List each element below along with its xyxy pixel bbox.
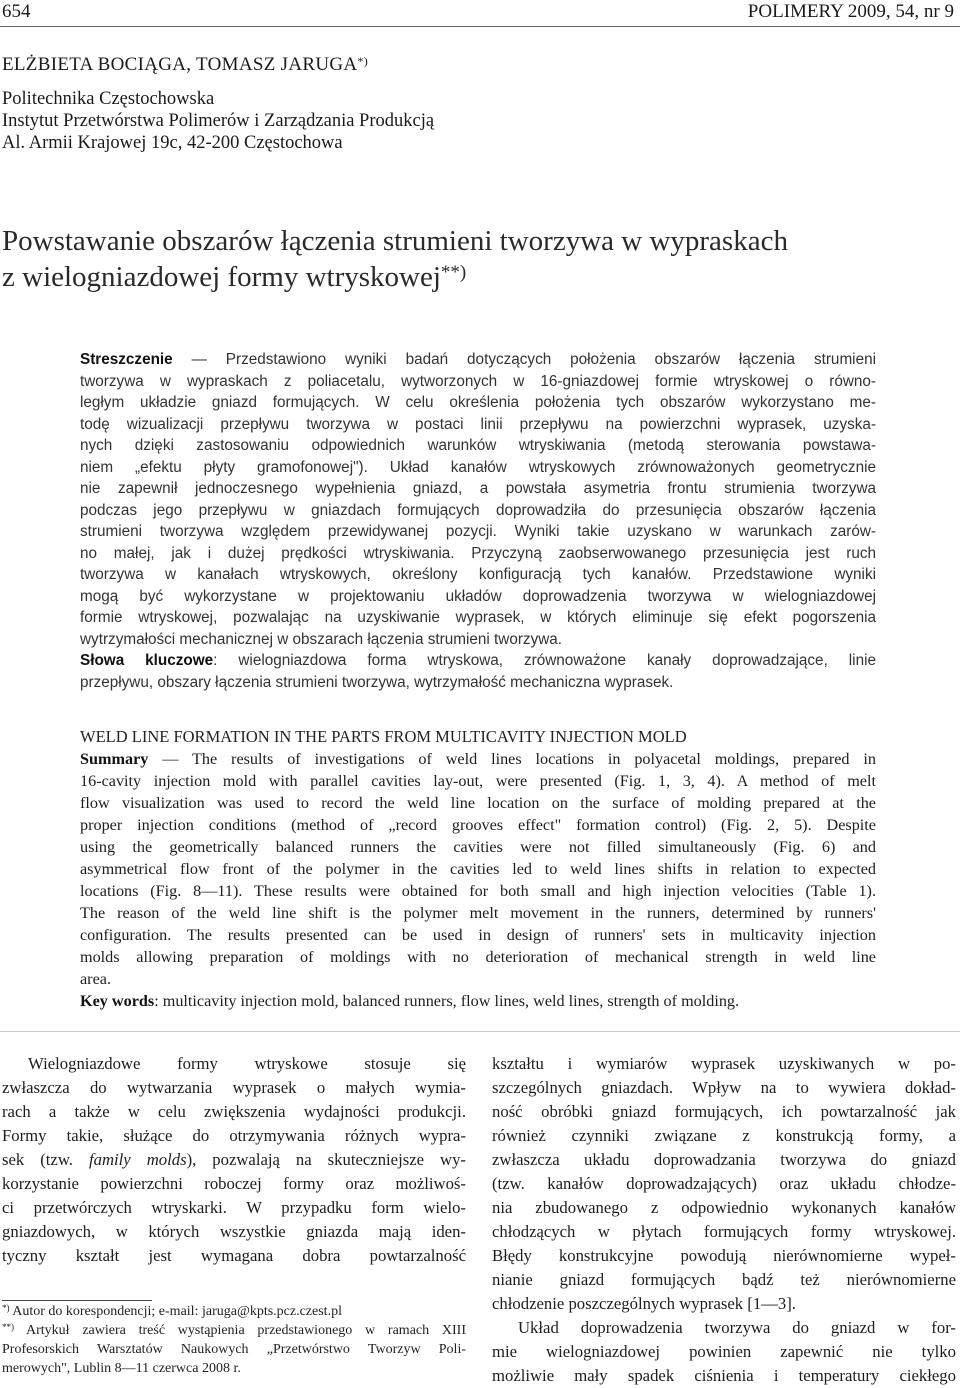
body-line: ność obróbki gniazd formujących, ich powtarzalność jak	[492, 1102, 956, 1121]
body-column-left	[2, 1052, 466, 1268]
body-line: Formy takie, służące do otrzymywania różnych wypra-	[2, 1126, 466, 1145]
summary-line: 16-cavity injection mold with parallel cavities lay-out, were presented (Fig. 1, 3, 4). A method of melt	[80, 772, 876, 790]
abstract-pl	[80, 349, 876, 693]
abstract-line: wytrzymałości mechanicznej w obszarach łączenia strumieni tworzywa.	[80, 630, 563, 648]
body-line: ci przetwórczych wtryskarki. W przypadku form wielo-	[2, 1198, 466, 1217]
abstract-line: mogą być wykorzystane w projektowaniu układów doprowadzenia tworzywa w wielogniazdowej	[80, 587, 876, 605]
abstract-line: todę wizualizacji przepływu tworzywa w postaci linii przepływu na powierzchni wyprasek, uzyska-	[80, 415, 876, 433]
body-line: nianie gniazd formujących bądź też nierównomierne	[492, 1270, 956, 1289]
summary-line: Summary — The results of investigations of weld lines locations in polyacetal moldings, prepared in	[80, 750, 876, 768]
summary-line: molds allowing preparation of moldings with no deterioration of mechanical strength in weld line	[80, 948, 876, 966]
body-column-right	[492, 1052, 956, 1388]
keywords-line: przepływu, obszary łączenia strumieni tworzywa, wytrzymałość mechaniczna wyprasek.	[80, 673, 674, 691]
keywords-label: Słowa kluczowe	[80, 652, 214, 669]
abstract-line: formie wtryskowej, pozwalając na uzyskiwanie wyprasek, w których eliminuje się efekt pogorszenia	[80, 609, 876, 626]
title-footnote-mark: **)	[440, 262, 467, 283]
abstract-line: tworzywa w wypraskach z poliacetalu, wytworzonych w 16-gniazdowej formie wtryskowej o równo-	[80, 372, 876, 390]
body-line: sek (tzw. family molds), pozwalają na skuteczniejsze wy-	[2, 1150, 466, 1169]
body-line: (tzw. kanałów doprowadzających) oraz układu chłodze-	[492, 1174, 956, 1193]
journal-citation: POLIMERY 2009, 54, nr 9	[747, 1, 954, 22]
footnotes	[2, 1302, 466, 1378]
author-footnote-mark: *)	[357, 54, 369, 68]
summary-line: The reason of the weld line shift is the polymer melt movement in the runners, determined by runners'	[80, 904, 876, 922]
body-line: chłodzenie poszczególnych wyprasek [1—3].	[492, 1294, 796, 1313]
summary-line: locations (Fig. 8—11). These results were obtained for both small and high injection velocities (Table 1).	[80, 882, 876, 900]
keywords-line: Słowa kluczowe: wielogniazdowa forma wtryskowa, zrównoważone kanały doprowadzające, linie	[80, 652, 876, 669]
footnote-1-mark: *)	[2, 1303, 10, 1313]
page-number: 654	[2, 1, 31, 22]
summary-line: asymmetrical flow front of the polymer in the cavities led to weld lines shifts in relation to expected	[80, 860, 876, 878]
body-line: rach a także w celu zwiększenia wydajności produkcji.	[2, 1102, 466, 1121]
summary-line: proper injection conditions (method of „record grooves effect" formation control) (Fig. 2, 5). Despite	[80, 816, 876, 834]
summary-label: Summary	[80, 750, 149, 768]
footnote-2-line: Profesorskich Warsztatów Naukowych „Przetwórstwo Tworzyw Poli-	[2, 1342, 466, 1357]
section-divider	[0, 1031, 960, 1032]
abstract-line: nie zapewnił jednoczesnego wypełnienia gniazd, a powstała asymetria frontu strumienia tworzywa	[80, 480, 876, 497]
abstract-line: niem „efektu płyty gramofonowej"). Układ kanałów wtryskowych zrównoważonych geometrycznie	[80, 458, 876, 476]
footnote-rule	[2, 1300, 152, 1301]
footnote-1: *) Autor do korespondencji; e-mail: jaruga@kpts.pcz.czest.pl	[2, 1303, 342, 1319]
body-line: korzystanie powierzchni roboczej formy oraz możliwoś-	[2, 1174, 466, 1193]
italic-term: family molds	[88, 1150, 187, 1169]
running-head	[0, 0, 960, 27]
body-line: Układ doprowadzenia tworzywa do gniazd w for-	[518, 1318, 956, 1337]
abstract-line: podczas jego przepływu w gniazdach formujących doprowadziła do przesunięcia obszarów łączenia	[80, 501, 876, 519]
article-title	[2, 223, 788, 295]
body-line: gniazdowych, w których wszystkie gniazda mają iden-	[2, 1222, 466, 1241]
title-line: Powstawanie obszarów łączenia strumieni tworzywa w wypraskach	[2, 225, 788, 257]
abstract-line: ległym układzie gniazd formujących. W celu określenia położenia tych obszarów wykorzystano me-	[80, 394, 876, 411]
body-line: mie wielogniazdowej powinien zapewnić nie tylko	[492, 1342, 956, 1361]
keywords-en-label: Key words	[80, 992, 155, 1010]
footnote-2-line: merowych", Lublin 8—11 czerwca 2008 r.	[2, 1361, 241, 1376]
body-line: zwłaszcza układu doprowadzania tworzywa do gniazd	[492, 1150, 956, 1169]
body-line: możliwie mały spadek ciśnienia i temperatury ciekłego	[492, 1366, 956, 1385]
summary-line: area.	[80, 970, 111, 988]
summary-line: configuration. The results presented can be used in design of runners' sets in multicavity injection	[80, 926, 876, 944]
affiliation-line: Politechnika Częstochowska	[2, 89, 215, 109]
abstract-label: Streszczenie	[80, 351, 173, 368]
body-line: chłodzących w płytach formujących formy wtryskowej.	[492, 1222, 956, 1241]
author-names: ELŻBIETA BOCIĄGA, TOMASZ JARUGA	[2, 54, 358, 75]
footnote-2: **) Artykuł zawiera treść wystąpienia przedstawionego w ramach XIII	[2, 1322, 466, 1338]
abstract-en	[80, 748, 876, 1012]
abstract-line: Streszczenie — Przedstawiono wyniki badań dotyczących położenia obszarów łączenia strumieni	[80, 351, 876, 368]
abstract-line: tworzywa w kanałach wtryskowych, określony konfiguracją tych kanałów. Przedstawione wyniki	[80, 566, 876, 583]
affiliation-line: Instytut Przetwórstwa Polimerów i Zarządzania Produkcją	[2, 111, 435, 131]
body-line: kształtu i wymiarów wyprasek uzyskiwanych w po-	[492, 1054, 956, 1073]
abstract-line: strumieni tworzywa względem przewidywanej pozycji. Wyniki takie uzyskano w warunkach zarów-	[80, 523, 876, 540]
body-line: Błędy konstrukcyjne powodują nierównomierne wypeł-	[492, 1246, 956, 1265]
body-line: szczególnych gniazdach. Wpływ na to wywiera dokład-	[492, 1078, 956, 1097]
authors	[2, 54, 368, 76]
abstract-line: no małej, jak i dużej prędkości wtryskiwania. Przyczyną zaobserwowanego przesunięcia jest ruch	[80, 544, 876, 562]
body-line: nia zbudowanego z odpowiednio wykonanych kanałów	[492, 1198, 956, 1217]
abstract-line: nych dzięki zastosowaniu odpowiednich warunków wtryskiwania (metodą sterowania powstawa-	[80, 437, 876, 454]
body-line: tyczny kształt jest wymagana dobra powtarzalność	[2, 1246, 466, 1265]
title-line-2: z wielogniazdowej formy wtryskowej**)	[2, 261, 467, 293]
summary-line: using the geometrically balanced runners the cavities were not filled simultaneously (Fig. 6) and	[80, 838, 876, 856]
footnote-2-mark: **)	[2, 1322, 14, 1332]
affiliation-line: Al. Armii Krajowej 19c, 42-200 Częstochowa	[2, 133, 343, 153]
body-line: Wielogniazdowe formy wtryskowe stosuje się	[28, 1054, 466, 1073]
body-line: również czynniki związane z konstrukcją formy, a	[492, 1126, 956, 1145]
english-title: WELD LINE FORMATION IN THE PARTS FROM MULTICAVITY INJECTION MOLD	[80, 727, 687, 746]
keywords-en-line: Key words: multicavity injection mold, balanced runners, flow lines, weld lines, strength of molding.	[80, 992, 740, 1010]
body-line: zwłaszcza do wytwarzania wyprasek o małych wymia-	[2, 1078, 466, 1097]
summary-line: flow visualization was used to record the weld line location on the surface of molding prepared at the	[80, 794, 876, 812]
